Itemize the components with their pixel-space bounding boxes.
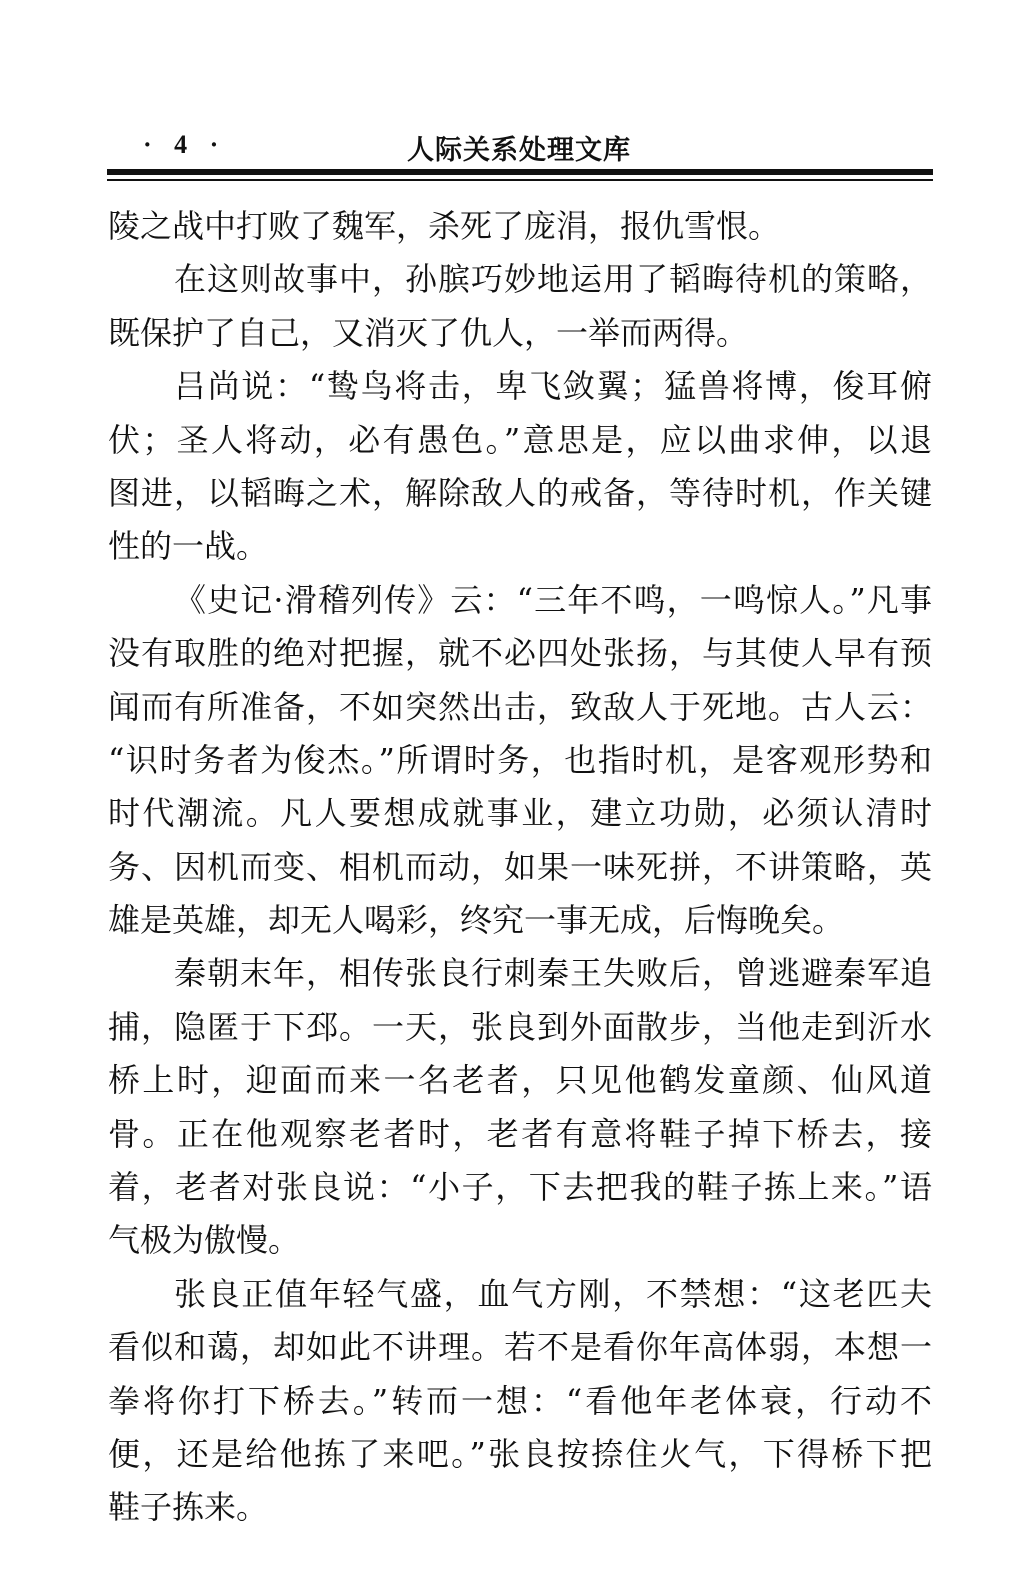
- text-line: 闻而有所准备，不如突然出击，致敌人于死地。古人云：: [108, 687, 932, 726]
- text-line: 陵之战中打败了魏军，杀死了庞涓，报仇雪恨。: [108, 207, 781, 245]
- header-rule-thin: [107, 179, 933, 181]
- text-line: 雄是英雄，却无人喝彩，终究一事无成，后悔晚矣。: [108, 901, 845, 940]
- text-line: 捕，隐匿于下邳。一天，张良到外面散步，当他走到沂水: [108, 1007, 932, 1046]
- page-number: · 4 ·: [143, 130, 227, 159]
- text-line: 着，老者对张良说：“小子，下去把我的鞋子拣上来。”语: [108, 1168, 932, 1207]
- header-rule-thick: [107, 169, 933, 175]
- text-line: “识时务者为俊杰。”所谓时务，也指时机，是客观形势和: [108, 740, 932, 779]
- running-title: 人际关系处理文库: [407, 135, 631, 166]
- text-line: 时代潮流。凡人要想成就事业，建立功勋，必须认清时: [108, 794, 932, 833]
- text-line: 图进，以韬晦之术，解除敌人的戒备，等待时机，作关键: [108, 473, 932, 512]
- text-line: 《史记·滑稽列传》云：“三年不鸣，一鸣惊人。”凡事: [174, 580, 932, 619]
- text-line: 务、因机而变、相机而动，如果一味死拼，不讲策略，英: [108, 847, 932, 886]
- text-line: 性的一战。: [108, 527, 269, 566]
- text-line: 便，还是给他拣了来吧。”张良按捺住火气，下得桥下把: [108, 1434, 932, 1473]
- text-line: 看似和蔼，却如此不讲理。若不是看你年高体弱，本想一: [108, 1328, 932, 1367]
- text-line: 拳将你打下桥去。”转而一想：“看他年老体衰，行动不: [108, 1381, 932, 1420]
- text-line: 秦朝末年，相传张良行刺秦王失败后，曾逃避秦军追: [174, 954, 932, 993]
- text-line: 气极为傲慢。: [108, 1221, 301, 1260]
- text-line: 鞋子拣来。: [108, 1488, 269, 1527]
- text-line: 没有取胜的绝对把握，就不必四处张扬，与其使人早有预: [108, 634, 932, 673]
- text-line: 桥上时，迎面而来一名老者，只见他鹤发童颜、仙风道: [108, 1061, 932, 1100]
- text-line: 吕尚说：“鸷鸟将击，卑飞敛翼；猛兽将博，俊耳俯: [174, 367, 932, 406]
- text-line: 在这则故事中，孙膑巧妙地运用了韬晦待机的策略，: [174, 260, 932, 299]
- body-text: [108, 200, 932, 1535]
- text-line: 既保护了自己，又消灭了仇人，一举而两得。: [108, 313, 749, 352]
- text-line: 骨。正在他观察老者时，老者有意将鞋子掉下桥去，接: [108, 1114, 932, 1153]
- text-line: 张良正值年轻气盛，血气方刚，不禁想：“这老匹夫: [174, 1274, 932, 1313]
- page-header: [107, 124, 933, 170]
- text-line: 伏；圣人将动，必有愚色。”意思是，应以曲求伸，以退: [108, 420, 932, 459]
